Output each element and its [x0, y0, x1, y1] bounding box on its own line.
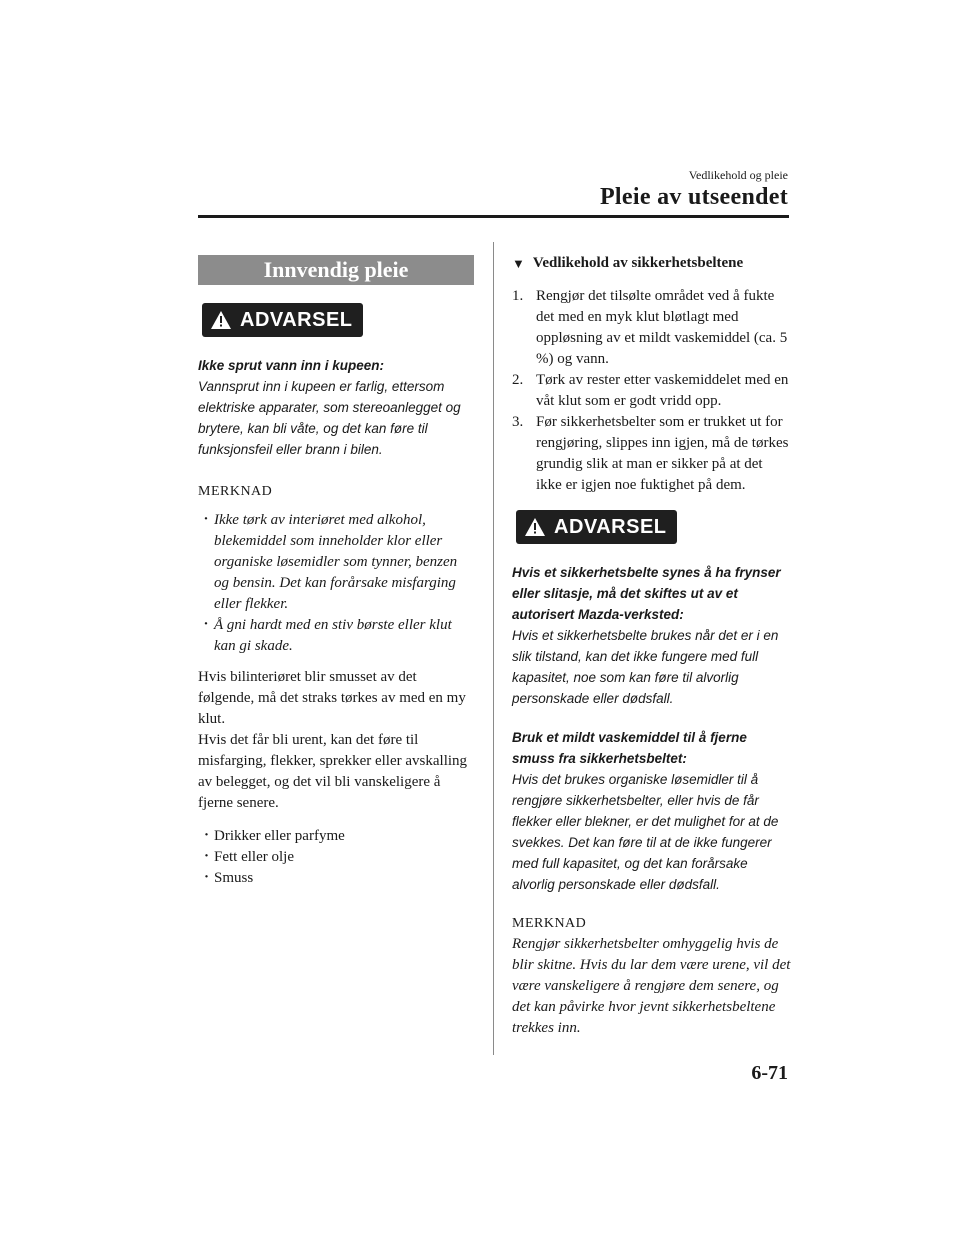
list-item: · Smuss — [202, 868, 474, 889]
note-label: MERKNAD — [198, 484, 273, 499]
warning-body: Hvis et sikkerhetsbelte brukes når det er i en slik tilstand, kan det ikke fungere med full kapasitet, noe som kan føre til alvorlig personskade eller dødsfall. — [512, 628, 779, 706]
step-item: 3. Før sikkerhetsbelter som er trukket ut for rengjøring, slippes inn igjen, må de tørkes grundig slik at man er sikker på at det ikke er igjen noe fuktighet på dem. — [512, 414, 789, 493]
warning-badge — [516, 510, 677, 544]
note-list — [202, 510, 474, 657]
section-banner: Innvendig pleie — [198, 255, 474, 285]
warning-body: Vannsprut inn i kupeen er farlig, ettersom elektriske apparater, som stereoanlegget og brytere, kan bli våte, og det kan føre til funksjonsfeil eller brann i bilen. — [198, 379, 461, 457]
subsection-title: Vedlikehold av sikkerhetsbeltene — [532, 255, 744, 271]
note-body: Rengjør sikkerhetsbelter omhyggelig hvis de blir skitne. Hvis du lar dem være urene, vil det være vanskeligere å rengjøre dem senere, og det kan påvirke hvor jevnt sikkerhetsbeltene trekkes inn. — [512, 936, 791, 1036]
paragraph: Hvis bilinteriøret blir smusset av det følgende, må det straks tørkes av med en my klut. — [198, 669, 466, 727]
warning-heading: Bruk et mildt vaskemiddel til å fjerne smuss fra sikkerhetsbeltet: — [512, 730, 747, 766]
paragraph: Hvis det får bli urent, kan det føre til misfarging, flekker, sprekker eller avskalling av belegget, og det vil bli vanskeligere å fjerne senere. — [198, 732, 468, 811]
warning-label: ADVARSEL — [240, 308, 353, 331]
warning-icon — [210, 310, 232, 330]
column-divider — [493, 242, 494, 1055]
item-list — [202, 826, 474, 889]
warning-badge — [202, 303, 363, 337]
header-section-label: Vedlikehold og pleie — [688, 168, 788, 182]
warning-heading: Hvis et sikkerhetsbelte synes å ha frynser eller slitasje, må det skiftes ut av et autorisert Mazda-verksted: — [512, 565, 781, 622]
list-item: · Drikker eller parfyme — [202, 826, 474, 847]
list-item: · Fett eller olje — [202, 847, 474, 868]
step-item: 2. Tørk av rester etter vaskemiddelet med en våt klut som er godt vridd opp. — [512, 372, 789, 409]
subsection-heading — [512, 255, 792, 272]
note-item: · Ikke tørk av interiøret med alkohol, blekemiddel som inneholder klor eller organiske løsemidler som tynner, benzen og bensin. Det kan forårsake misfarging eller flekker. — [202, 510, 474, 615]
note-label: MERKNAD — [512, 916, 587, 931]
steps-list — [512, 286, 792, 496]
page-number: 6-71 — [751, 1062, 788, 1084]
triangle-down-icon: ▼ — [512, 255, 525, 271]
right-column — [512, 255, 792, 1039]
warning-body: Hvis det brukes organiske løsemidler til å rengjøre sikkerhetsbelter, eller hvis de får flekker eller blekner, er det mulighet for at de svekkes. Det kan føre til at de ikke fungerer med full kapasitet, og det kan forårsake alvorlig personskade eller dødsfall. — [512, 772, 779, 892]
note-item: · Å gni hardt med en stiv børste eller klut kan gi skade. — [202, 615, 474, 657]
warning-heading: Ikke sprut vann inn i kupeen: — [198, 358, 385, 373]
warning-label: ADVARSEL — [554, 515, 667, 538]
page-title: Pleie av utseendet — [599, 184, 788, 210]
step-item: 1. Rengjør det tilsølte området ved å fukte det med en myk klut bløtlagt med oppløsning av et mildt vaskemiddel (ca. 5 %) og vann. — [512, 288, 788, 367]
header-rule — [198, 215, 789, 218]
left-column — [198, 255, 474, 889]
warning-icon — [524, 517, 546, 537]
